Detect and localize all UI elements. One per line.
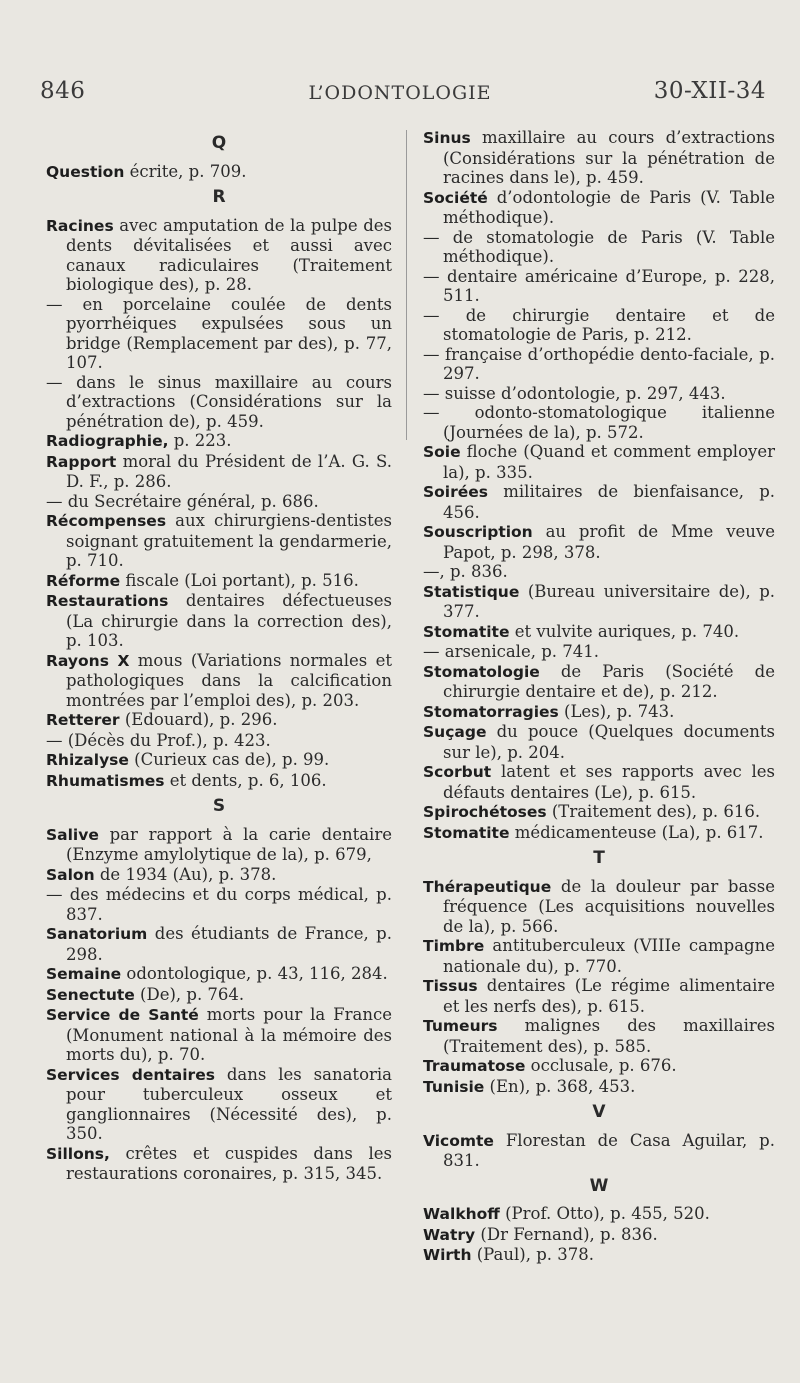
index-entry [46, 373, 392, 432]
entry-text: crêtes et cuspides dans les restaurations coronaires, p. 315, 345. [66, 1143, 392, 1183]
entry-text: dentaires (Le régime alimentaire et les nerfs des), p. 615. [443, 976, 775, 1016]
index-entry [46, 431, 392, 452]
entry-keyword: Service de Santé [46, 1006, 199, 1024]
index-entry [46, 1144, 392, 1184]
entry-text: au profit de Mme veuve Papot, p. 298, 378. [443, 522, 775, 562]
running-title: L’ODONTOLOGIE [308, 82, 492, 104]
entry-text: du pouce (Quelques documents sur le), p. 204. [443, 722, 775, 762]
entry-keyword: Soirées [423, 483, 489, 501]
index-entry [46, 924, 392, 964]
index-entry [423, 1204, 775, 1225]
entry-text: (Bureau universitaire de), p. 377. [443, 581, 775, 621]
index-entry [423, 128, 775, 188]
entry-text: (De), p. 764. [134, 984, 245, 1004]
index-entry [46, 771, 392, 792]
index-entry [423, 622, 775, 643]
entry-text: dentaires défectueuses (La chirurgie dans la correction des), p. 103. [66, 591, 392, 650]
entry-text: Florestan de Casa Aguilar, p. 831. [443, 1130, 775, 1170]
index-entry [423, 642, 775, 662]
index-column-left [46, 128, 392, 1184]
entry-text: de la douleur par basse fréquence (Les acquisitions nouvelles de la), p. 566. [443, 876, 775, 936]
entry-keyword: Question [46, 162, 125, 181]
entry-keyword: Tumeurs [423, 1017, 498, 1035]
page-number: 846 [40, 78, 86, 104]
index-entry [46, 985, 392, 1006]
index-entry [423, 267, 775, 306]
entry-keyword: Souscription [423, 523, 533, 541]
entry-text: — dentaire américaine d’Europe, p. 228, 511. [423, 266, 775, 305]
index-entry [46, 750, 392, 771]
entry-text: p. 223. [168, 431, 232, 450]
index-entry [423, 345, 775, 384]
entry-text: floche (Quand et comment employer la), p. 335. [443, 442, 775, 482]
section-letter: R [212, 187, 226, 207]
entry-keyword: Walkhoff [423, 1205, 500, 1223]
entry-text: — de stomatologie de Paris (V. Table méthodique). [423, 227, 775, 266]
index-entry [423, 1077, 775, 1098]
entry-text: des étudiants de France, p. 298. [66, 924, 392, 964]
entry-text: fiscale (Loi portant), p. 516. [120, 570, 359, 590]
entry-keyword: Sinus [423, 129, 471, 147]
index-entry [423, 936, 775, 976]
entry-text: avec amputation de la pulpe des dents dévitalisées et aussi avec canaux radiculaires (Traitement biologique des), p. 28. [66, 215, 392, 294]
entry-text: moral du Président de l’A. G. S. D. F., p. 286. [66, 451, 392, 491]
entry-keyword: Restaurations [46, 592, 169, 610]
index-entry [423, 662, 775, 702]
index-entry [46, 731, 392, 751]
entry-text: (Traitement des), p. 616. [546, 802, 761, 821]
index-entry [46, 452, 392, 492]
index-entry [46, 162, 392, 183]
entry-text: médicamenteuse (La), p. 617. [509, 822, 764, 842]
entry-keyword: Scorbut [423, 763, 492, 781]
index-entry [46, 885, 392, 924]
index-entry [46, 295, 392, 373]
index-entry [423, 1245, 775, 1266]
entry-keyword: Suçage [423, 723, 487, 741]
index-entry [423, 1016, 775, 1056]
entry-keyword: Stomatite [423, 622, 510, 641]
index-entry [423, 403, 775, 442]
entry-text: — odonto-stomatologique italienne (Journées de la), p. 572. [423, 403, 775, 442]
entry-text: de 1934 (Au), p. 378. [94, 864, 277, 884]
entry-keyword: Radiographie, [46, 432, 169, 450]
entry-keyword: Stomatite [423, 823, 510, 842]
entry-text: — arsenicale, p. 741. [423, 642, 600, 661]
entry-text: —, p. 836. [423, 562, 508, 581]
entry-keyword: Watry [423, 1225, 476, 1244]
entry-text: (En), p. 368, 453. [484, 1076, 636, 1096]
entry-keyword: Semaine [46, 965, 122, 983]
section-letter: V [592, 1102, 606, 1122]
index-entry [46, 651, 392, 711]
index-entry [423, 702, 775, 723]
entry-keyword: Récompenses [46, 512, 167, 530]
entry-keyword: Réforme [46, 571, 121, 590]
entry-text: par rapport à la carie dentaire (Enzyme amylolytique de la), p. 679, [66, 824, 392, 864]
entry-text: (Les), p. 743. [558, 701, 675, 721]
entry-text: (Edouard), p. 296. [119, 710, 278, 729]
index-entry [423, 877, 775, 937]
section-letter: W [589, 1175, 609, 1196]
entry-keyword: Sillons, [46, 1144, 110, 1163]
entry-text: (Dr Fernand), p. 836. [475, 1224, 658, 1244]
index-entry [46, 1065, 392, 1144]
entry-keyword: Vicomte [423, 1131, 494, 1150]
index-entry [46, 865, 392, 886]
entry-text: de Paris (Société de chirurgie dentaire et de), p. 212. [443, 661, 775, 701]
index-entry [46, 511, 392, 571]
section-letter: Q [211, 133, 227, 153]
entry-keyword: Stomatorragies [423, 702, 559, 721]
index-entry [423, 562, 775, 582]
entry-text: (Prof. Otto), p. 455, 520. [499, 1204, 710, 1223]
index-entry [423, 976, 775, 1016]
entry-text: morts pour la France (Monument national à la mémoire des morts du), p. 70. [66, 1005, 392, 1064]
index-entry [423, 384, 775, 404]
entry-text: — en porcelaine coulée de dents pyorrhéiques expulsées sous un bridge (Remplacement par des), p. 77, 107. [46, 294, 392, 372]
entry-keyword: Sanatorium [46, 925, 148, 943]
issue-date: 30-XII-34 [653, 78, 766, 104]
index-entry [423, 442, 775, 482]
index-entry [46, 710, 392, 731]
entry-keyword: Services dentaires [46, 1065, 215, 1084]
index-entry [423, 522, 775, 562]
index-entry [46, 216, 392, 295]
entry-keyword: Statistique [423, 582, 520, 601]
index-entry [46, 964, 392, 985]
entry-text: antituberculeux (VIIIe campagne nationale du), p. 770. [443, 936, 775, 976]
index-entry [423, 823, 775, 844]
entry-text: — dans le sinus maxillaire au cours d’extractions (Considérations sur la pénétration de), p. 459. [46, 372, 392, 431]
entry-text: et dents, p. 6, 106. [164, 770, 327, 790]
index-entry [423, 762, 775, 802]
entry-text: odontologique, p. 43, 116, 284. [121, 964, 388, 983]
entry-text: écrite, p. 709. [124, 161, 247, 181]
index-entry [423, 188, 775, 228]
entry-keyword: Salon [46, 865, 95, 884]
entry-keyword: Senectute [46, 985, 135, 1004]
entry-text: malignes des maxillaires (Traitement des), p. 585. [443, 1016, 775, 1056]
index-entry [423, 482, 775, 522]
entry-keyword: Rhizalyse [46, 751, 129, 769]
index-entry [46, 1005, 392, 1065]
entry-keyword: Tissus [423, 977, 478, 995]
entry-keyword: Salive [46, 825, 99, 844]
index-entry [423, 228, 775, 267]
entry-keyword: Tunisie [423, 1077, 485, 1096]
index-entry [423, 306, 775, 345]
entry-keyword: Société [423, 188, 488, 207]
entry-keyword: Rapport [46, 452, 117, 471]
entry-text: d’odontologie de Paris (V. Table méthodique). [443, 187, 775, 227]
entry-keyword: Spirochétoses [423, 803, 547, 821]
section-letter: S [212, 796, 226, 816]
index-column-right [423, 128, 775, 1266]
entry-keyword: Wirth [423, 1246, 472, 1264]
entry-text: militaires de bienfaisance, p. 456. [443, 482, 775, 522]
index-entry [423, 1225, 775, 1246]
index-entry [423, 802, 775, 823]
entry-text: — française d’orthopédie dento-faciale, p. 297. [423, 344, 775, 383]
entry-text: dans les sanatoria pour tuberculeux osseux et ganglionnaires (Nécessité des), p. 350. [66, 1064, 393, 1143]
entry-text: — des médecins et du corps médical, p. 837. [46, 885, 392, 924]
entry-keyword: Retterer [46, 711, 120, 729]
index-entry [46, 492, 392, 512]
entry-keyword: Rhumatismes [46, 771, 165, 790]
entry-keyword: Stomatologie [423, 662, 540, 681]
entry-text: — suisse d’odontologie, p. 297, 443. [423, 383, 726, 403]
entry-keyword: Soie [423, 443, 461, 461]
entry-text: maxillaire au cours d’extractions (Considérations sur la pénétration de racines dans le), p. 459. [443, 128, 775, 187]
entry-text: mous (Variations normales et pathologiques dans la calcification montrées par l’emploi des), p. 203. [66, 650, 392, 710]
entry-keyword: Thérapeutique [423, 877, 552, 896]
entry-text: — (Décès du Prof.), p. 423. [46, 730, 271, 750]
index-entry [46, 571, 392, 592]
entry-keyword: Timbre [423, 937, 485, 955]
section-letter: T [593, 848, 605, 868]
index-entry [423, 582, 775, 622]
entry-text: — du Secrétaire général, p. 686. [46, 491, 319, 511]
entry-text: latent et ses rapports avec les défauts dentaires (Le), p. 615. [443, 762, 775, 802]
entry-text: occlusale, p. 676. [525, 1056, 677, 1075]
entry-keyword: Rayons X [46, 651, 130, 670]
index-entry [423, 1131, 775, 1171]
entry-keyword: Traumatose [423, 1057, 526, 1075]
index-entry [423, 722, 775, 762]
entry-keyword: Racines [46, 216, 114, 235]
index-entry [46, 591, 392, 651]
entry-text: et vulvite auriques, p. 740. [509, 621, 740, 641]
entry-text: (Paul), p. 378. [471, 1245, 595, 1264]
entry-text: (Curieux cas de), p. 99. [128, 750, 330, 769]
entry-text: — de chirurgie dentaire et de stomatologie de Paris, p. 212. [423, 305, 775, 344]
index-entry [46, 825, 392, 865]
index-entry [423, 1056, 775, 1077]
entry-text: aux chirurgiens-dentistes soignant gratuitement la gendarmerie, p. 710. [66, 511, 392, 570]
column-divider [406, 130, 407, 440]
